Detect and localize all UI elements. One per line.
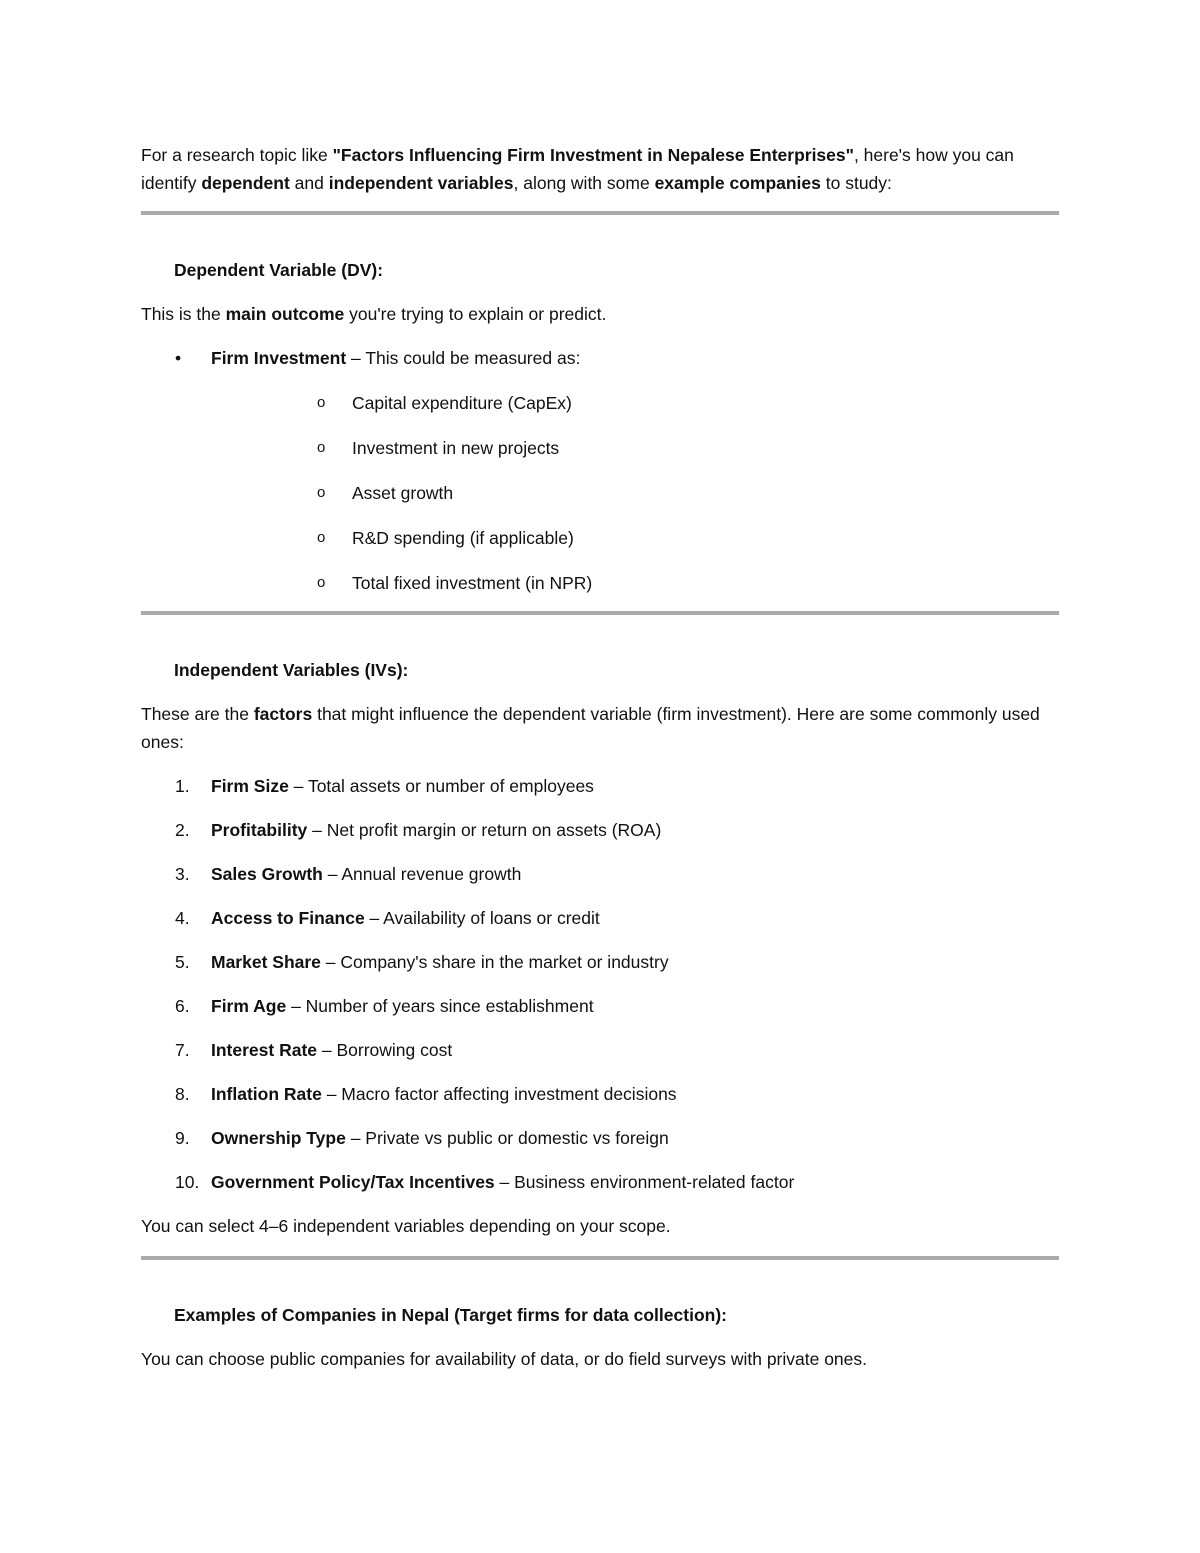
dv-desc-main-outcome: main outcome [225,304,345,324]
iv-item-text: – Availability of loans or credit [364,908,600,928]
iv-item-label: Firm Age [211,996,287,1016]
iv-item-text: – Private vs public or domestic vs foreign [345,1128,669,1148]
list-item [141,1124,1059,1152]
iv-item-label: Firm Size [211,776,289,796]
circle-bullet-icon: o [317,439,326,456]
list-item [211,524,1059,552]
measure-text: Investment in new projects [352,438,560,458]
list-item [211,479,1059,507]
intro-text-2: , here's how you can identify [141,145,1014,193]
dv-item-label: Firm Investment [211,348,347,368]
list-item [141,344,1059,597]
iv-description [141,700,1059,756]
dv-item-text: – This could be measured as: [346,348,581,368]
circle-bullet-icon: o [317,484,326,501]
intro-paragraph [141,141,1059,197]
list-number: 10. [175,1172,200,1192]
list-item [141,992,1059,1020]
iv-item-label: Government Policy/Tax Incentives [211,1172,495,1192]
iv-item-text: – Borrowing cost [317,1040,453,1060]
iv-desc-factors: factors [253,704,313,724]
intro-topic: "Factors Influencing Firm Investment in Nepalese Enterprises" [332,145,854,165]
list-number: 4. [175,908,190,928]
list-item [141,904,1059,932]
examples-description: You can choose public companies for availability of data, or do field surveys with private ones. [141,1349,868,1369]
list-number: 3. [175,864,190,884]
iv-item-label: Inflation Rate [211,1084,322,1104]
circle-bullet-icon: o [317,529,326,546]
list-number: 9. [175,1128,190,1148]
list-item [141,1080,1059,1108]
iv-item-text: – Annual revenue growth [322,864,522,884]
list-number: 5. [175,952,190,972]
iv-item-label: Ownership Type [211,1128,346,1148]
bullet-icon: • [175,348,182,368]
measure-text: Asset growth [352,483,454,503]
iv-desc-text-1: These are the [141,704,254,724]
measure-text: Capital expenditure (CapEx) [352,393,572,413]
iv-item-label: Access to Finance [211,908,365,928]
list-item [211,569,1059,597]
dv-desc-text-2: you're trying to explain or predict. [344,304,607,324]
dv-desc-text-1: This is the [141,304,226,324]
iv-item-label: Profitability [211,820,308,840]
intro-example-companies: example companies [654,173,821,193]
iv-item-text: – Company's share in the market or industry [320,952,669,972]
measure-text: Total fixed investment (in NPR) [352,573,593,593]
list-number: 6. [175,996,190,1016]
intro-text-1: For a research topic like [141,145,333,165]
iv-item-text: – Macro factor affecting investment decisions [321,1084,677,1104]
measure-text: R&D spending (if applicable) [352,528,574,548]
list-number: 8. [175,1084,190,1104]
list-item [141,948,1059,976]
iv-item-text: – Business environment-related factor [494,1172,795,1192]
iv-item-label: Interest Rate [211,1040,318,1060]
iv-heading: Independent Variables (IVs): [174,660,409,680]
intro-independent-variables: independent variables [328,173,514,193]
list-item [141,816,1059,844]
iv-item-label: Market Share [211,952,321,972]
iv-item-label: Sales Growth [211,864,323,884]
list-number: 2. [175,820,190,840]
iv-list [141,772,1059,1196]
dv-measures-list [211,389,1059,597]
dv-list [141,344,1059,597]
circle-bullet-icon: o [317,574,326,591]
list-number: 7. [175,1040,190,1060]
intro-dependent: dependent [201,173,290,193]
iv-note: You can select 4–6 independent variables depending on your scope. [141,1216,671,1236]
list-item [141,1168,1059,1196]
dv-description [141,300,1059,328]
list-item [211,389,1059,417]
iv-desc-text-2: that might influence the dependent variable (firm investment). Here are some commonly used ones: [141,704,1040,752]
iv-item-text: – Net profit margin or return on assets (ROA) [307,820,662,840]
intro-text-4: , along with some [513,173,655,193]
circle-bullet-icon: o [317,394,326,411]
list-number: 1. [175,776,190,796]
dv-heading: Dependent Variable (DV): [174,260,384,280]
list-item [141,1036,1059,1064]
examples-heading: Examples of Companies in Nepal (Target firms for data collection): [174,1305,727,1325]
document-page [141,141,1059,1373]
intro-text-3: and [289,173,329,193]
iv-item-text: – Total assets or number of employees [288,776,594,796]
list-item [141,860,1059,888]
list-item [141,772,1059,800]
list-item [211,434,1059,462]
iv-item-text: – Number of years since establishment [286,996,594,1016]
intro-text-5: to study: [820,173,892,193]
